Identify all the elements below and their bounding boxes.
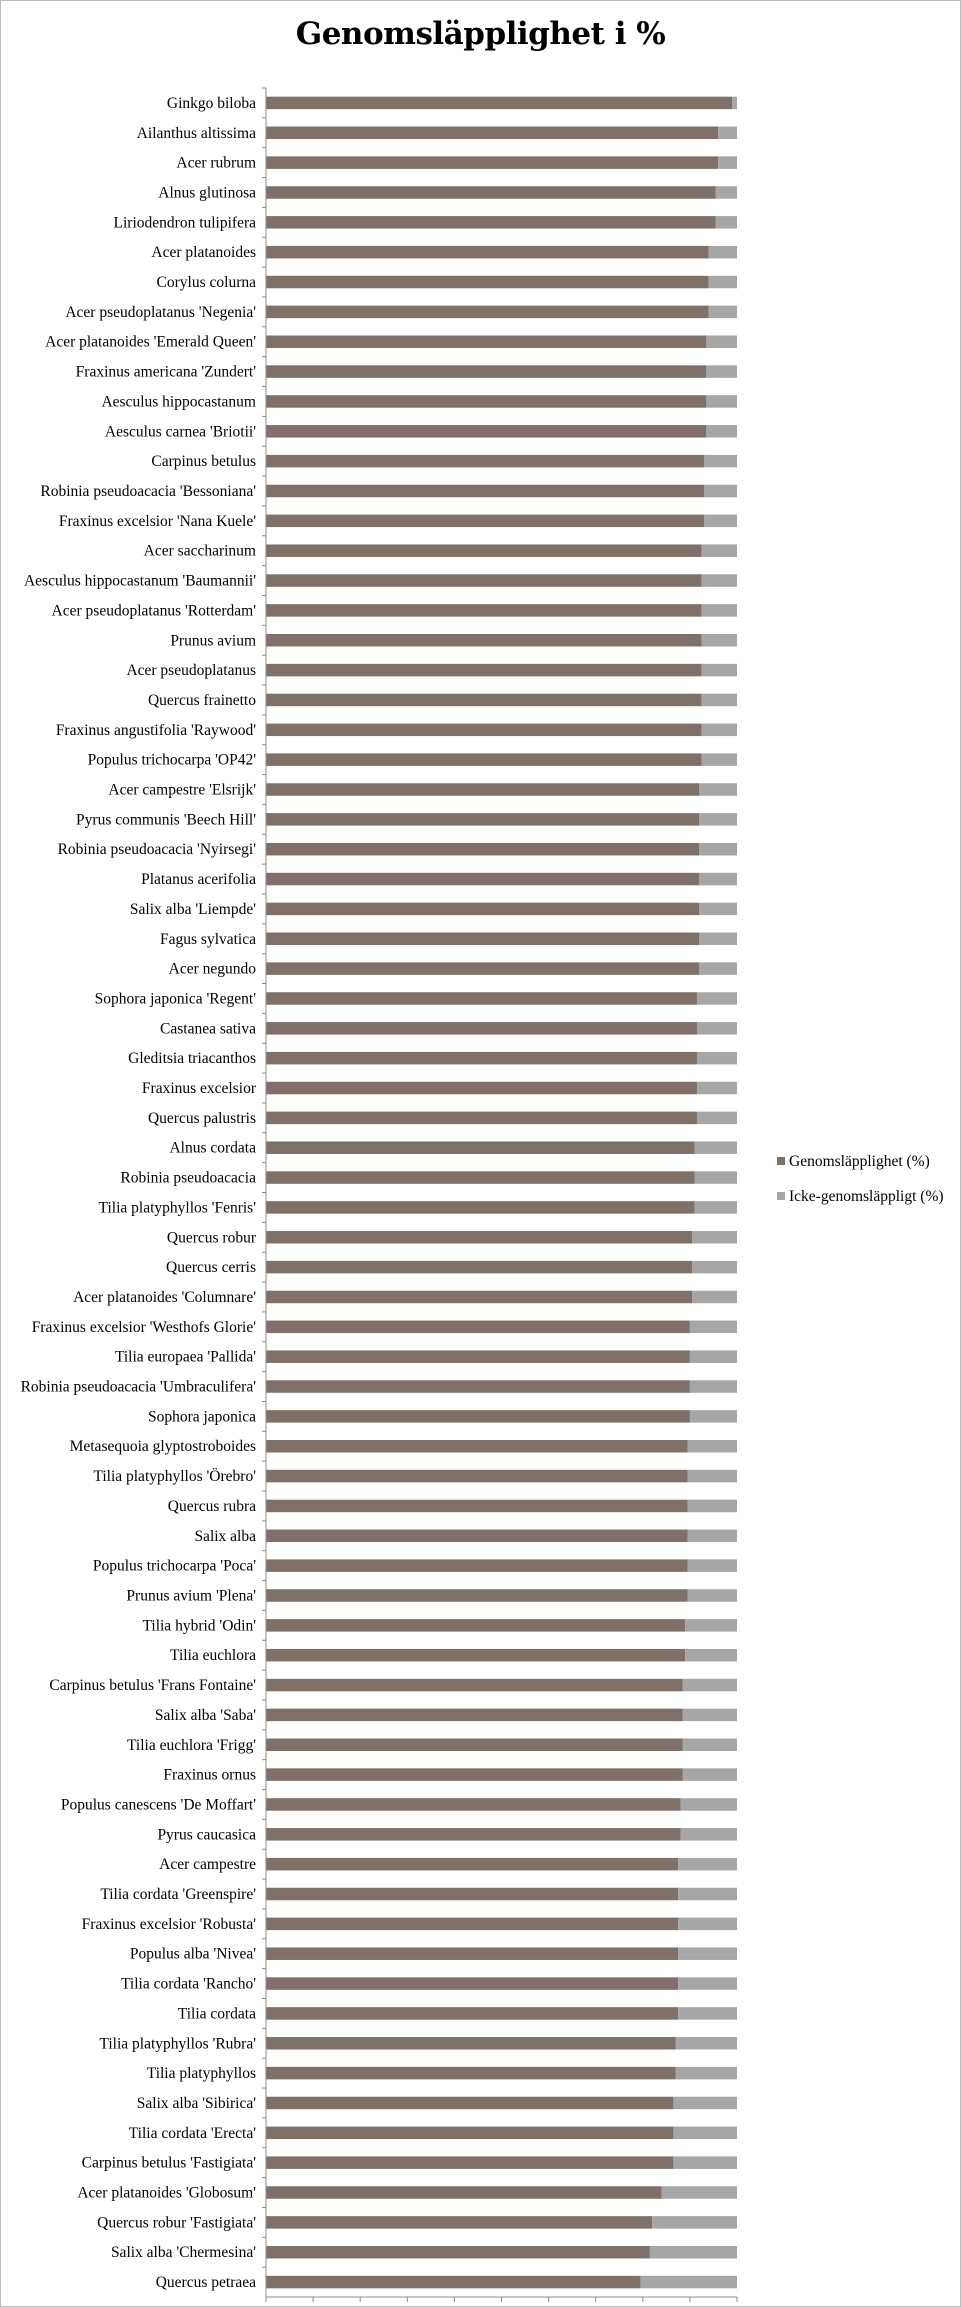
bar-icke-genomslappligt [678,1858,737,1871]
bar-icke-genomslappligt [702,664,737,677]
bar-icke-genomslappligt [683,1709,737,1722]
bar-genomslapplighet [266,1321,690,1334]
category-label: Tilia cordata 'Greenspire' [100,1886,256,1904]
category-label: Carpinus betulus [151,453,256,471]
bar-genomslapplighet [266,694,702,707]
bar-icke-genomslappligt [678,1888,737,1901]
bar-icke-genomslappligt [702,574,737,587]
bar-icke-genomslappligt [699,873,737,886]
bar-genomslapplighet [266,933,699,946]
bar-icke-genomslappligt [678,1977,737,1990]
bar-icke-genomslappligt [683,1739,737,1752]
bar-icke-genomslappligt [690,1350,737,1363]
bar-icke-genomslappligt [652,2216,737,2229]
bar-genomslapplighet [266,1798,680,1811]
axis-layer [262,88,737,2302]
category-label: Quercus rubra [167,1497,256,1515]
bar-genomslapplighet [266,843,699,856]
category-label: Robinia pseudoacacia [120,1169,256,1187]
category-label: Acer rubrum [176,154,256,172]
bar-icke-genomslappligt [678,2007,737,2020]
bar-genomslapplighet [266,2246,650,2259]
bar-genomslapplighet [266,1530,688,1543]
bar-icke-genomslappligt [690,1410,737,1423]
bar-icke-genomslappligt [676,2067,737,2080]
bar-genomslapplighet [266,216,716,229]
bar-genomslapplighet [266,2097,673,2110]
category-label: Robinia pseudoacacia 'Bessoniana' [40,482,256,500]
category-label: Alnus cordata [169,1139,256,1157]
bar-icke-genomslappligt [718,156,737,169]
category-label: Quercus petraea [155,2274,256,2292]
bar-icke-genomslappligt [683,1768,737,1781]
category-label: Corylus colurna [156,274,256,292]
category-label: Tilia cordata 'Erecta' [128,2124,256,2142]
bar-icke-genomslappligt [688,1530,737,1543]
category-label: Quercus frainetto [147,691,256,709]
bar-genomslapplighet [266,1470,688,1483]
bar-genomslapplighet [266,1231,692,1244]
bar-genomslapplighet [266,156,718,169]
bar-icke-genomslappligt [702,544,737,557]
bars-layer [266,97,737,2289]
bar-genomslapplighet [266,485,704,498]
legend-label: Icke-genomsläppligt (%) [789,1188,944,1205]
bar-genomslapplighet [266,2156,673,2169]
category-label: Robinia pseudoacacia 'Nyirsegi' [57,841,256,859]
category-label: Tilia platyphyllos 'Fenris' [98,1199,256,1217]
category-label: Prunus avium 'Plena' [126,1587,256,1605]
category-label: Salix alba 'Saba' [154,1706,256,1724]
bar-genomslapplighet [266,1649,685,1662]
bar-genomslapplighet [266,1022,697,1035]
bar-icke-genomslappligt [702,694,737,707]
category-label: Acer platanoides 'Emerald Queen' [45,333,256,351]
bar-icke-genomslappligt [704,455,737,468]
bar-genomslapplighet [266,903,699,916]
bar-genomslapplighet [266,127,718,140]
bar-icke-genomslappligt [702,604,737,617]
bar-icke-genomslappligt [716,186,737,199]
category-label: Acer pseudoplatanus [126,662,256,680]
bar-genomslapplighet [266,574,702,587]
bar-genomslapplighet [266,276,709,289]
category-label: Fraxinus excelsior [141,1080,256,1098]
bar-genomslapplighet [266,2186,662,2199]
bar-genomslapplighet [266,1500,688,1513]
bar-genomslapplighet [266,962,699,975]
bar-icke-genomslappligt [683,1679,737,1692]
bar-genomslapplighet [266,1201,695,1214]
bar-icke-genomslappligt [706,395,737,408]
category-label: Acer platanoides [151,244,256,262]
bar-icke-genomslappligt [709,246,737,259]
bar-genomslapplighet [266,1440,688,1453]
bar-genomslapplighet [266,604,702,617]
bar-icke-genomslappligt [688,1559,737,1572]
bar-icke-genomslappligt [678,1947,737,1960]
category-label: Populus trichocarpa 'Poca' [92,1557,256,1575]
category-labels [21,95,257,2291]
bar-genomslapplighet [266,1977,678,1990]
category-label: Metasequoia glyptostroboides [69,1438,256,1456]
bar-icke-genomslappligt [673,2097,737,2110]
category-label: Tilia euchlora 'Frigg' [126,1736,256,1754]
category-label: Fraxinus excelsior 'Robusta' [81,1915,256,1933]
bar-genomslapplighet [266,97,732,110]
bar-icke-genomslappligt [692,1291,737,1304]
legend [777,1153,944,1205]
bar-icke-genomslappligt [690,1380,737,1393]
category-label: Fraxinus excelsior 'Westhofs Glorie' [31,1318,256,1336]
category-label: Liriodendron tulipifera [113,214,256,232]
category-label: Quercus cerris [166,1259,256,1277]
bar-genomslapplighet [266,753,702,766]
bar-genomslapplighet [266,1261,692,1274]
bar-genomslapplighet [266,1380,690,1393]
category-label: Populus trichocarpa 'OP42' [87,751,256,769]
bar-icke-genomslappligt [685,1649,737,1662]
bar-genomslapplighet [266,1559,688,1572]
bar-icke-genomslappligt [732,97,737,110]
legend-swatch [777,1192,785,1200]
bar-genomslapplighet [266,2067,676,2080]
category-label: Ginkgo biloba [166,94,256,112]
category-label: Populus alba 'Nivea' [129,1945,256,1963]
bar-genomslapplighet [266,1828,680,1841]
bar-icke-genomslappligt [699,903,737,916]
bar-icke-genomslappligt [697,1052,737,1065]
bar-icke-genomslappligt [676,2037,737,2050]
bar-icke-genomslappligt [678,1918,737,1931]
bar-icke-genomslappligt [697,992,737,1005]
bar-genomslapplighet [266,783,699,796]
bar-genomslapplighet [266,1589,688,1602]
category-label: Sophora japonica 'Regent' [94,990,256,1008]
bar-icke-genomslappligt [697,1112,737,1125]
bar-genomslapplighet [266,1082,697,1095]
category-label: Alnus glutinosa [158,184,256,202]
category-label: Salix alba 'Sibirica' [136,2094,256,2112]
category-label: Aesculus carnea 'Briotii' [104,423,256,441]
category-label: Tilia platyphyllos [146,2065,256,2083]
category-label: Salix alba 'Liempde' [129,900,256,918]
category-label: Tilia euchlora [170,1647,256,1665]
category-label: Pyrus caucasica [157,1826,256,1844]
bar-icke-genomslappligt [699,783,737,796]
category-label: Tilia platyphyllos 'Örebro' [93,1468,256,1486]
category-label: Acer pseudoplatanus 'Negenia' [65,303,256,321]
category-label: Quercus palustris [147,1109,256,1127]
category-label: Quercus robur [166,1229,256,1247]
category-label: Gleditsia triacanthos [128,1050,256,1068]
category-label: Acer campestre [159,1856,256,1874]
bar-genomslapplighet [266,1739,683,1752]
bar-genomslapplighet [266,1888,678,1901]
bar-icke-genomslappligt [692,1261,737,1274]
category-label: Tilia cordata 'Rancho' [120,1975,256,1993]
bar-icke-genomslappligt [697,1022,737,1035]
category-label: Salix alba 'Chermesina' [110,2244,256,2262]
bar-genomslapplighet [266,2216,652,2229]
bar-icke-genomslappligt [662,2186,737,2199]
category-label: Fagus sylvatica [160,930,256,948]
bar-icke-genomslappligt [702,753,737,766]
category-label: Platanus acerifolia [141,871,256,889]
bar-genomslapplighet [266,515,704,528]
bar-genomslapplighet [266,335,706,348]
bar-genomslapplighet [266,2127,673,2140]
category-label: Fraxinus angustifolia 'Raywood' [55,721,256,739]
bar-icke-genomslappligt [704,485,737,498]
category-label: Acer campestre 'Elsrijk' [108,781,256,799]
bar-icke-genomslappligt [704,515,737,528]
bar-genomslapplighet [266,186,716,199]
category-label: Acer pseudoplatanus 'Rotterdam' [51,602,256,620]
category-label: Tilia platyphyllos 'Rubra' [99,2035,256,2053]
bar-icke-genomslappligt [716,216,737,229]
bar-icke-genomslappligt [673,2156,737,2169]
bar-genomslapplighet [266,395,706,408]
bar-genomslapplighet [266,455,704,468]
category-label: Fraxinus ornus [163,1766,256,1784]
bar-genomslapplighet [266,1858,678,1871]
category-label: Carpinus betulus 'Frans Fontaine' [49,1677,256,1695]
bar-genomslapplighet [266,365,706,378]
bar-icke-genomslappligt [695,1171,737,1184]
category-label: Acer negundo [168,960,256,978]
bar-genomslapplighet [266,1291,692,1304]
bar-genomslapplighet [266,873,699,886]
category-label: Ailanthus altissima [136,124,256,142]
bar-genomslapplighet [266,246,709,259]
bar-icke-genomslappligt [695,1141,737,1154]
category-label: Aesculus hippocastanum 'Baumannii' [23,572,256,590]
category-label: Castanea sativa [160,1020,256,1038]
category-label: Acer platanoides 'Globosum' [77,2184,256,2202]
bar-genomslapplighet [266,2007,678,2020]
bar-genomslapplighet [266,2276,640,2289]
bar-icke-genomslappligt [702,724,737,737]
category-label: Quercus robur 'Fastigiata' [97,2214,256,2232]
category-label: Salix alba [194,1527,256,1545]
bar-genomslapplighet [266,1619,685,1632]
category-label: Acer saccharinum [143,542,256,560]
bar-icke-genomslappligt [709,276,737,289]
bar-icke-genomslappligt [673,2127,737,2140]
bar-icke-genomslappligt [680,1798,737,1811]
bar-icke-genomslappligt [706,365,737,378]
bar-genomslapplighet [266,992,697,1005]
category-label: Populus canescens 'De Moffart' [60,1796,256,1814]
bar-icke-genomslappligt [695,1201,737,1214]
bar-genomslapplighet [266,1052,697,1065]
bar-genomslapplighet [266,425,706,438]
bar-genomslapplighet [266,1709,683,1722]
category-label: Tilia hybrid 'Odin' [142,1617,256,1635]
bar-genomslapplighet [266,724,702,737]
bar-genomslapplighet [266,813,699,826]
bar-genomslapplighet [266,1918,678,1931]
bar-icke-genomslappligt [640,2276,737,2289]
category-label: Tilia cordata [177,2005,256,2023]
bar-genomslapplighet [266,2037,676,2050]
bar-icke-genomslappligt [709,306,737,319]
category-label: Sophora japonica [147,1408,256,1426]
bar-icke-genomslappligt [680,1828,737,1841]
bar-genomslapplighet [266,1171,695,1184]
bar-genomslapplighet [266,1350,690,1363]
category-label: Aesculus hippocastanum [101,393,256,411]
bar-genomslapplighet [266,1679,683,1692]
category-label: Pyrus communis 'Beech Hill' [76,811,256,829]
category-label: Prunus avium [170,632,256,650]
category-label: Carpinus betulus 'Fastigiata' [81,2154,256,2172]
bar-icke-genomslappligt [688,1440,737,1453]
bar-icke-genomslappligt [690,1321,737,1334]
bar-icke-genomslappligt [699,813,737,826]
category-label: Tilia europaea 'Pallida' [114,1348,256,1366]
bar-icke-genomslappligt [706,335,737,348]
bar-genomslapplighet [266,634,702,647]
category-label: Fraxinus americana 'Zundert' [75,363,256,381]
bar-icke-genomslappligt [699,843,737,856]
bar-genomslapplighet [266,544,702,557]
bar-icke-genomslappligt [697,1082,737,1095]
bar-icke-genomslappligt [688,1589,737,1602]
bar-icke-genomslappligt [688,1500,737,1513]
bar-genomslapplighet [266,1947,678,1960]
category-label: Fraxinus excelsior 'Nana Kuele' [58,512,256,530]
bar-icke-genomslappligt [650,2246,737,2259]
bar-icke-genomslappligt [699,962,737,975]
bar-genomslapplighet [266,1141,695,1154]
bar-genomslapplighet [266,664,702,677]
bar-icke-genomslappligt [692,1231,737,1244]
bar-icke-genomslappligt [685,1619,737,1632]
bar-icke-genomslappligt [699,933,737,946]
bar-genomslapplighet [266,1410,690,1423]
legend-swatch [777,1157,785,1165]
bar-icke-genomslappligt [688,1470,737,1483]
bar-genomslapplighet [266,1768,683,1781]
bar-icke-genomslappligt [706,425,737,438]
legend-label: Genomsläpplighet (%) [789,1153,930,1170]
bar-genomslapplighet [266,1112,697,1125]
chart-title: Genomsläpplighet i % [295,16,666,52]
category-label: Acer platanoides 'Columnare' [73,1288,256,1306]
bar-genomslapplighet [266,306,709,319]
category-label: Robinia pseudoacacia 'Umbraculifera' [20,1378,256,1396]
bar-icke-genomslappligt [718,127,737,140]
bar-icke-genomslappligt [702,634,737,647]
